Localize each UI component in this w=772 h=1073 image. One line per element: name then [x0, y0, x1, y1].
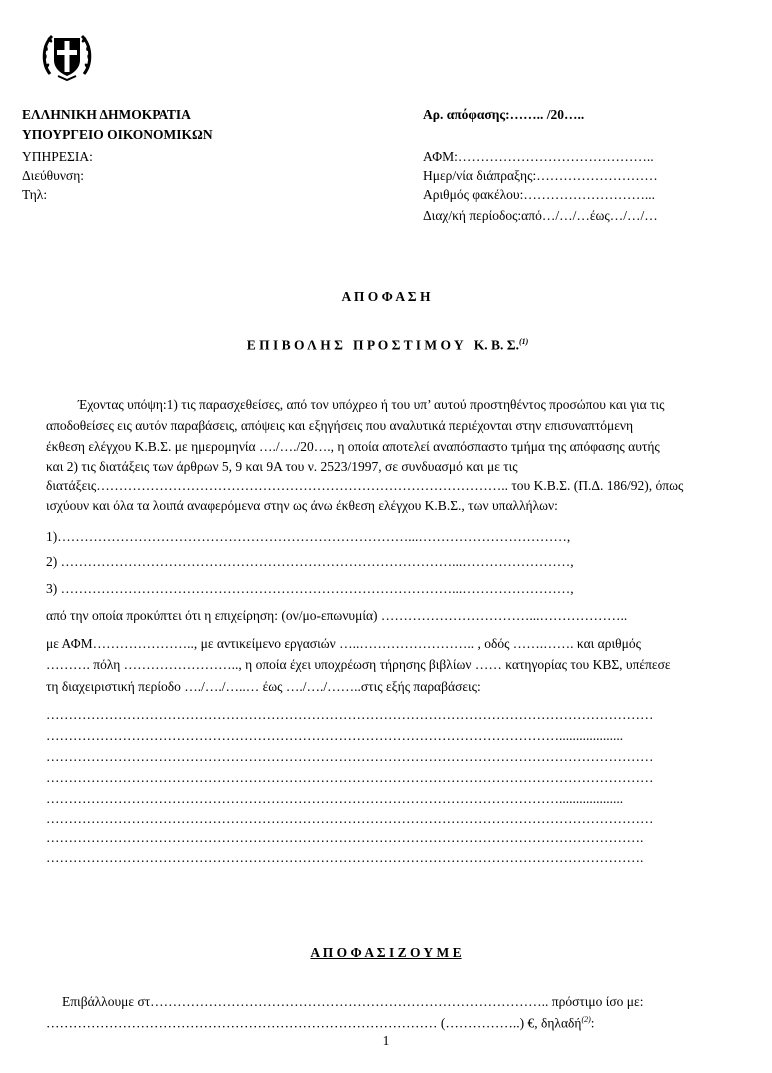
document-subtitle: [240, 324, 528, 352]
violation-line: ……………………………………………………………………………………………………...................: [46, 791, 624, 806]
employee-line-2: 2) ……………………………………………………………………………...……………………,: [46, 554, 574, 569]
decision-fine-line: Επιβάλλουμε στ…………………………………………………………………………….. πρόστιμο ίσο με:: [62, 994, 644, 1009]
violation-line: ………………………………………………………………………………………………………………………: [46, 749, 654, 764]
decision-amount-colon: :: [590, 1015, 595, 1031]
afm-field: ΑΦΜ:……………………………………..: [423, 149, 654, 164]
employee-line-1: 1)……………………………………………………………………...……………………………,: [46, 529, 571, 544]
decision-heading: Α Π Ο Φ Α Σ Ι Ζ Ο Υ Μ Ε: [310, 945, 462, 960]
business-details-line-3: τη διαχειριστική περίοδο …./…./…..… έως …./…./……..στις εξής παραβάσεις:: [46, 679, 481, 694]
body-line-4: και 2) τις διατάξεις των άρθρων 5, 9 και 9Α του ν. 2523/1997, σε συνδυασμό και με τις: [46, 459, 518, 474]
management-period-field: Διαχ/κή περίοδος:από…/…/…έως…/…/…: [423, 208, 658, 223]
footnote-ref-2: (2): [581, 1015, 591, 1024]
business-details-line-1: με ΑΦΜ………………….., με αντικείμενο εργασιών …..…………………….. , οδός …….……. και αριθμός: [46, 636, 641, 651]
violation-date-field: Ημερ/νία διάπραξης:………………………: [423, 168, 658, 183]
body-line-2: αποδοθείσες εις αυτόν παραβάσεις, απόψεις και εξηγήσεις που αναλυτικά περιέχονται στην επισυναπτόμενη: [46, 418, 634, 433]
employee-line-3: 3) ……………………………………………………………………………...……………………,: [46, 581, 574, 596]
subtitle-text: Ε Π Ι Β Ο Λ Η Σ Π Ρ Ο Σ Τ Ι Μ Ο Υ Κ. Β. Σ.: [246, 337, 519, 352]
business-details-line-2: ………. πόλη …………………….., η οποία έχει υποχρέωση τήρησης βιβλίων …… κατηγορίας του ΚΒΣ, υπέπεσε: [46, 657, 671, 672]
header-ministry: ΥΠΟΥΡΓΕΙΟ ΟΙΚΟΝΟΜΙΚΩΝ: [22, 127, 213, 142]
violation-line: …………………………………………………………………………………………………………………….: [46, 850, 644, 865]
footnote-ref-1: (1): [518, 336, 529, 346]
header-country: ΕΛΛΗΝΙΚΗ ΔΗΜΟΚΡΑΤΙΑ: [22, 107, 191, 122]
page-number: 1: [382, 1033, 390, 1048]
body-line-3: έκθεση ελέγχου Κ.Β.Σ. με ημερομηνία …./…./20…., η οποία αποτελεί αναπόσπαστο τμήμα της απόφασης αυτής: [46, 439, 660, 454]
header-address-label: Διεύθυνση:: [22, 168, 85, 183]
header-phone-label: Τηλ:: [22, 187, 48, 202]
body-line-1: Έχοντας υπόψη:1) τις παρασχεθείσες, από τον υπόχρεο ή του υπ’ αυτού προστηθέντος προσώπου και για τις: [78, 397, 665, 412]
violation-line: ………………………………………………………………………………………………………………………: [46, 770, 654, 785]
business-name-line: από την οποία προκύπτει ότι η επιχείρηση: (ον/μο-επωνυμία) ……………………………...………………..: [46, 608, 628, 623]
decision-amount-line: [46, 1016, 595, 1030]
decision-amount-text: …………………………………………………………………………… (……………..) €, δηλαδή: [46, 1015, 582, 1031]
document-title: Α Π Ο Φ Α Σ Η: [341, 289, 431, 304]
greek-coat-of-arms-emblem: [38, 26, 96, 84]
file-number-field: Αριθμός φακέλου:………………………...: [423, 187, 655, 202]
decision-number-field: Αρ. απόφασης:…….. /20…..: [423, 107, 585, 122]
violation-line: ……………………………………………………………………………………………………...................: [46, 728, 624, 743]
body-line-5: διατάξεις……………………………………………………………………………….. του Κ.Β.Σ. (Π.Δ. 186/92), όπως: [46, 478, 684, 493]
violation-line: …………………………………………………………………………………………………………………….: [46, 830, 644, 845]
header-service-label: ΥΠΗΡΕΣΙΑ:: [22, 149, 93, 164]
violation-line: ………………………………………………………………………………………………………………………: [46, 811, 654, 826]
violation-line: ………………………………………………………………………………………………………………………: [46, 707, 654, 722]
body-line-6: ισχύουν και όλα τα λοιπά αναφερόμενα στην ως άνω έκθεση ελέγχου Κ.Β.Σ., των υπαλλήλων:: [46, 498, 558, 513]
